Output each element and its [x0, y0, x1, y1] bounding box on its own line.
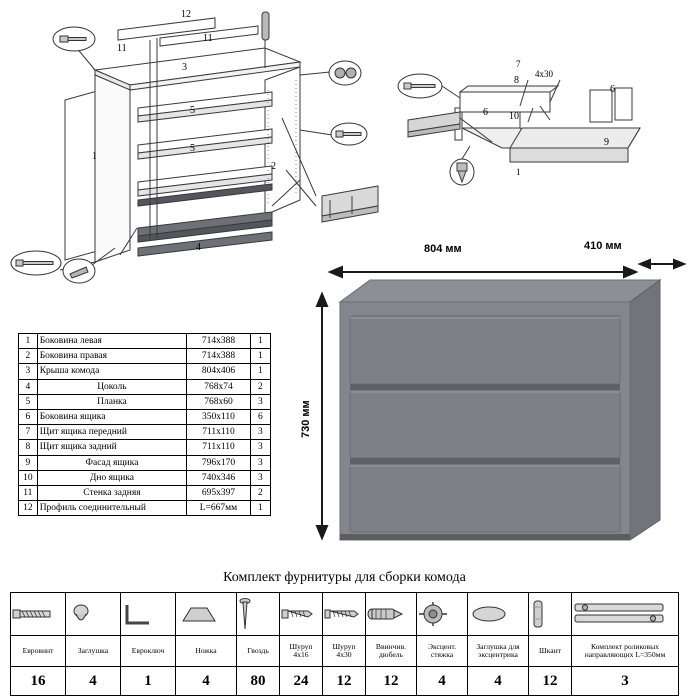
hardware-name: Шуруп 4х30	[323, 636, 366, 667]
hardware-name: Ножка	[176, 636, 237, 667]
table-row: 3 Крыша комода 804х406 1	[19, 364, 271, 379]
dresser-render	[330, 272, 660, 562]
drawer-label-6a: 6	[483, 107, 488, 118]
callout-cam-lock	[328, 60, 362, 86]
table-row: 4 Цоколь 768х74 2	[19, 379, 271, 394]
dowel-icon	[529, 593, 572, 636]
callout-euro-screw	[10, 250, 62, 276]
screw-in-dowel-icon	[366, 593, 417, 636]
euro-key-icon	[121, 593, 176, 636]
hardware-name: Евровинт	[11, 636, 66, 667]
hardware-name: Заглушка	[66, 636, 121, 667]
part-label-11a: 11	[117, 43, 127, 54]
table-row: 8 Щит ящика задний 711х110 3	[19, 440, 271, 455]
drawer-label-4x30: 4x30	[535, 69, 553, 79]
part-label-2: 2	[271, 161, 276, 172]
table-row: 12 Профиль соединительный L=667мм 1	[19, 501, 271, 516]
hardware-count: 4	[176, 667, 237, 696]
table-row: 11 Стенка задняя 695х397 2	[19, 486, 271, 501]
table-row: 10 Дно ящика 740х346 3	[19, 470, 271, 485]
dimension-width: 804 мм	[424, 243, 462, 255]
part-label-1: 1	[92, 151, 97, 162]
drawer-label-9: 9	[604, 137, 609, 148]
hardware-count: 4	[417, 667, 468, 696]
hardware-count: 3	[572, 667, 679, 696]
part-label-5a: 5	[190, 105, 195, 116]
callout-foot	[62, 258, 96, 284]
hardware-count: 12	[323, 667, 366, 696]
euro-screw-icon	[11, 593, 66, 636]
table-row: 5 Планка 768х60 3	[19, 394, 271, 409]
part-label-11b: 11	[203, 33, 213, 44]
part-label-3: 3	[182, 62, 187, 73]
hardware-name: Евроключ	[121, 636, 176, 667]
hardware-table	[10, 592, 679, 696]
hardware-name: Заглушка для эксцентрика	[468, 636, 529, 667]
cam-cover-icon	[468, 593, 529, 636]
hardware-kit-title: Комплект фурнитуры для сборки комода	[223, 570, 466, 585]
screw-4x16-icon	[280, 593, 323, 636]
hardware-name: Шкант	[529, 636, 572, 667]
drawer-label-6b: 6	[610, 84, 615, 95]
hardware-name: Ввинчив. дюбель	[366, 636, 417, 667]
callout-screw-right	[330, 122, 368, 146]
hardware-count: 12	[366, 667, 417, 696]
hardware-name: Гвоздь	[237, 636, 280, 667]
dimension-arrow-height	[312, 292, 332, 540]
hardware-count: 4	[468, 667, 529, 696]
screw-4x30-icon	[323, 593, 366, 636]
drawer-label-7: 7	[516, 59, 521, 69]
drawer-label-10: 10	[509, 111, 519, 122]
table-row: 2 Боковина правая 714х388 1	[19, 349, 271, 364]
callout-screw-top-left	[52, 26, 96, 52]
part-label-12: 12	[181, 9, 191, 20]
table-row: 9 Фасад ящика 796х170 3	[19, 455, 271, 470]
hardware-name: Комплект роликовых направляющих L=350мм	[572, 636, 679, 667]
dimension-depth: 410 мм	[584, 240, 622, 252]
hardware-count: 1	[121, 667, 176, 696]
hardware-count: 4	[66, 667, 121, 696]
cam-lock-icon	[417, 593, 468, 636]
nail-icon	[237, 593, 280, 636]
hardware-count: 12	[529, 667, 572, 696]
table-row: 1 Боковина левая 714х388 1	[19, 334, 271, 349]
parts-table	[18, 333, 271, 516]
dimension-arrows-top	[326, 258, 686, 282]
hardware-count: 80	[237, 667, 280, 696]
foot-icon	[176, 593, 237, 636]
table-row: 6 Боковина ящика 350х110 6	[19, 410, 271, 425]
hardware-name: Шуруп 4х16	[280, 636, 323, 667]
dimension-height: 730 мм	[300, 400, 312, 438]
drawer-label-8: 8	[514, 75, 519, 86]
cap-plug-icon	[66, 593, 121, 636]
drawer-slides-icon	[572, 593, 679, 636]
part-label-5b: 5	[190, 143, 195, 154]
part-label-4: 4	[196, 242, 201, 253]
table-row: 7 Щит ящика передний 711х110 3	[19, 425, 271, 440]
hardware-count: 24	[280, 667, 323, 696]
drawer-label-1: 1	[516, 167, 521, 177]
hardware-name: Эксцент. стяжка	[417, 636, 468, 667]
hardware-count: 16	[11, 667, 66, 696]
